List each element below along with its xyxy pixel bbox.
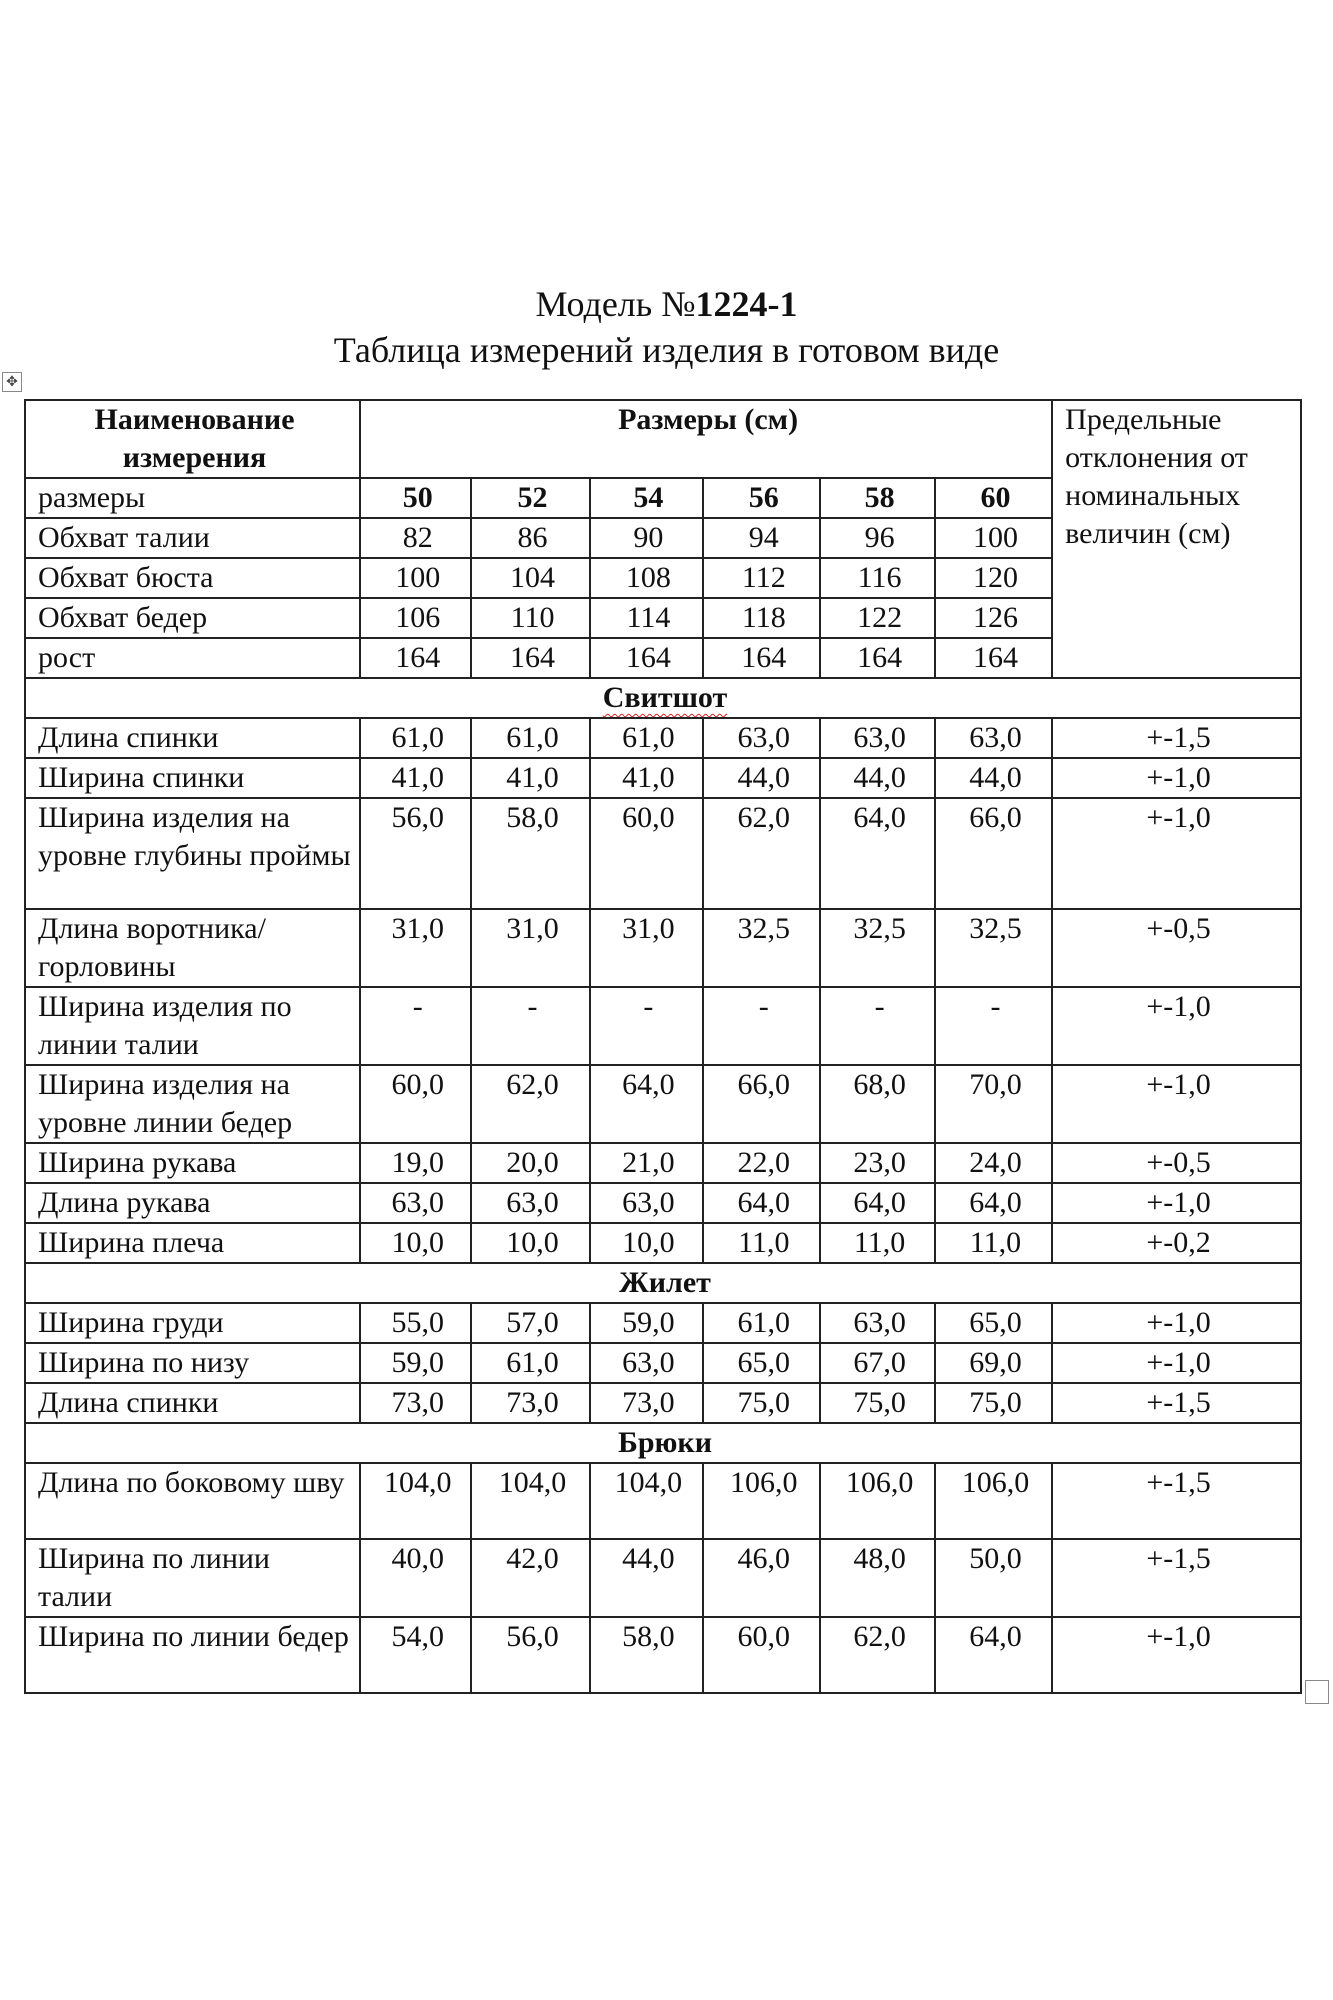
cell-value: 61,0: [360, 718, 471, 758]
cell-value: 120: [935, 558, 1052, 598]
row-label: Ширина изделия по линии талии: [25, 987, 360, 1065]
cell-value: 46,0: [703, 1539, 820, 1617]
cell-value: 41,0: [360, 758, 471, 798]
cell-value: 21,0: [590, 1143, 703, 1183]
cell-value: 57,0: [471, 1303, 589, 1343]
col-name-header: Наименование измерения: [25, 400, 360, 478]
cell-value: 61,0: [703, 1303, 820, 1343]
cell-value: 24,0: [935, 1143, 1052, 1183]
cell-value: 64,0: [590, 1065, 703, 1143]
section-title: [25, 1423, 1301, 1463]
cell-value: 70,0: [935, 1065, 1052, 1143]
cell-value: 75,0: [703, 1383, 820, 1423]
size-row-label: размеры: [25, 478, 360, 518]
section-title-text: Жилет: [619, 1266, 711, 1299]
cell-value: 90: [590, 518, 703, 558]
measure-row: [25, 1617, 1301, 1693]
row-label: Ширина изделия на уровне линии бедер: [25, 1065, 360, 1143]
model-title-prefix: Модель №: [535, 284, 696, 324]
cell-value: 64,0: [935, 1617, 1052, 1693]
deviation-header: Предельные отклонения от номинальных величин (см): [1052, 400, 1301, 678]
cell-value: 19,0: [360, 1143, 471, 1183]
deviation-value: +-1,5: [1052, 718, 1301, 758]
deviation-value: +-1,0: [1052, 1183, 1301, 1223]
section-row: [25, 678, 1301, 718]
cell-value: 64,0: [820, 1183, 934, 1223]
deviation-value: +-0,5: [1052, 909, 1301, 987]
cell-value: 44,0: [820, 758, 934, 798]
cell-value: 164: [471, 638, 589, 678]
cell-value: 63,0: [820, 718, 934, 758]
measure-row: [25, 758, 1301, 798]
deviation-value: +-1,5: [1052, 1383, 1301, 1423]
cell-value: 106,0: [820, 1463, 934, 1539]
cell-value: 54,0: [360, 1617, 471, 1693]
cell-value: 112: [703, 558, 820, 598]
cell-value: -: [935, 987, 1052, 1065]
cell-value: 44,0: [935, 758, 1052, 798]
section-title-text: Свитшот: [602, 681, 728, 714]
cell-value: 64,0: [820, 798, 934, 909]
deviation-value: +-1,0: [1052, 798, 1301, 909]
cell-value: 60,0: [703, 1617, 820, 1693]
cell-value: 104,0: [360, 1463, 471, 1539]
cell-value: 44,0: [590, 1539, 703, 1617]
cell-value: 60,0: [360, 1065, 471, 1143]
cell-value: 41,0: [471, 758, 589, 798]
measure-row: [25, 1383, 1301, 1423]
row-label: Ширина изделия на уровне глубины проймы: [25, 798, 360, 909]
cell-value: 96: [820, 518, 934, 558]
size-value: 60: [935, 478, 1052, 518]
table-subtitle: Таблица измерений изделия в готовом виде: [333, 330, 1000, 370]
cell-value: 75,0: [820, 1383, 934, 1423]
cell-value: -: [471, 987, 589, 1065]
deviation-value: +-0,5: [1052, 1143, 1301, 1183]
cell-value: -: [703, 987, 820, 1065]
row-label: Ширина по линии талии: [25, 1539, 360, 1617]
cell-value: 41,0: [590, 758, 703, 798]
deviation-value: +-1,0: [1052, 1065, 1301, 1143]
cell-value: 63,0: [703, 718, 820, 758]
model-number: 1224-1: [695, 284, 798, 324]
cell-value: 60,0: [590, 798, 703, 909]
cell-value: 100: [935, 518, 1052, 558]
deviation-value: +-1,5: [1052, 1539, 1301, 1617]
cell-value: 58,0: [590, 1617, 703, 1693]
cell-value: 56,0: [471, 1617, 589, 1693]
measure-row: [25, 1143, 1301, 1183]
cell-value: 104,0: [471, 1463, 589, 1539]
cell-value: 61,0: [471, 718, 589, 758]
row-label: Длина по боковому шву: [25, 1463, 360, 1539]
cell-value: 11,0: [935, 1223, 1052, 1263]
row-label: Ширина по линии бедер: [25, 1617, 360, 1693]
measure-row: [25, 1539, 1301, 1617]
measure-row: [25, 1463, 1301, 1539]
cell-value: 31,0: [590, 909, 703, 987]
cell-value: 63,0: [360, 1183, 471, 1223]
deviation-value: +-1,0: [1052, 987, 1301, 1065]
cell-value: 66,0: [703, 1065, 820, 1143]
row-label: Ширина плеча: [25, 1223, 360, 1263]
cell-value: 106: [360, 598, 471, 638]
sizes-header: Размеры (см): [360, 400, 1052, 478]
cell-value: 63,0: [820, 1303, 934, 1343]
cell-value: 32,5: [935, 909, 1052, 987]
cell-value: 10,0: [360, 1223, 471, 1263]
section-row: [25, 1263, 1301, 1303]
measure-row: [25, 718, 1301, 758]
cell-value: 73,0: [590, 1383, 703, 1423]
size-value: 50: [360, 478, 471, 518]
cell-value: 10,0: [590, 1223, 703, 1263]
measure-row: [25, 987, 1301, 1065]
cell-value: 73,0: [471, 1383, 589, 1423]
measure-row: [25, 1223, 1301, 1263]
measure-row: [25, 1303, 1301, 1343]
cell-value: 63,0: [471, 1183, 589, 1223]
measure-row: [25, 1343, 1301, 1383]
cell-value: 106,0: [703, 1463, 820, 1539]
cell-value: 114: [590, 598, 703, 638]
section-title-text: Брюки: [617, 1426, 712, 1459]
model-title: [0, 282, 1333, 326]
row-label: Длина воротника/горловины: [25, 909, 360, 987]
cell-value: 50,0: [935, 1539, 1052, 1617]
table-resize-handle[interactable]: [1305, 1680, 1329, 1704]
cell-value: 104: [471, 558, 589, 598]
cell-value: 61,0: [590, 718, 703, 758]
row-label: Ширина по низу: [25, 1343, 360, 1383]
cell-value: 67,0: [820, 1343, 934, 1383]
deviation-value: +-1,0: [1052, 1343, 1301, 1383]
size-value: 56: [703, 478, 820, 518]
cell-value: -: [820, 987, 934, 1065]
section-title: [25, 1263, 1301, 1303]
row-label: Длина спинки: [25, 1383, 360, 1423]
cell-value: 32,5: [820, 909, 934, 987]
measure-row: [25, 1065, 1301, 1143]
cell-value: 65,0: [703, 1343, 820, 1383]
deviation-value: +-1,0: [1052, 1303, 1301, 1343]
row-label: рост: [25, 638, 360, 678]
cell-value: 62,0: [820, 1617, 934, 1693]
cell-value: 11,0: [703, 1223, 820, 1263]
cell-value: 63,0: [590, 1343, 703, 1383]
cell-value: 73,0: [360, 1383, 471, 1423]
deviation-value: +-1,0: [1052, 758, 1301, 798]
cell-value: 11,0: [820, 1223, 934, 1263]
size-value: 58: [820, 478, 934, 518]
cell-value: 23,0: [820, 1143, 934, 1183]
cell-value: 69,0: [935, 1343, 1052, 1383]
cell-value: 59,0: [360, 1343, 471, 1383]
cell-value: -: [360, 987, 471, 1065]
cell-value: 62,0: [471, 1065, 589, 1143]
cell-value: 100: [360, 558, 471, 598]
measurements-table: [24, 399, 1302, 1694]
cell-value: 31,0: [471, 909, 589, 987]
cell-value: 64,0: [703, 1183, 820, 1223]
cell-value: 164: [703, 638, 820, 678]
cell-value: 126: [935, 598, 1052, 638]
cell-value: 94: [703, 518, 820, 558]
cell-value: 108: [590, 558, 703, 598]
cell-value: 55,0: [360, 1303, 471, 1343]
cell-value: 10,0: [471, 1223, 589, 1263]
measure-row: [25, 909, 1301, 987]
cell-value: 65,0: [935, 1303, 1052, 1343]
cell-value: 42,0: [471, 1539, 589, 1617]
cell-value: 118: [703, 598, 820, 638]
deviation-value: +-1,0: [1052, 1617, 1301, 1693]
cell-value: 82: [360, 518, 471, 558]
section-row: [25, 1423, 1301, 1463]
measure-row: [25, 798, 1301, 909]
cell-value: 58,0: [471, 798, 589, 909]
cell-value: 62,0: [703, 798, 820, 909]
cell-value: 64,0: [935, 1183, 1052, 1223]
cell-value: 48,0: [820, 1539, 934, 1617]
size-value: 52: [471, 478, 589, 518]
cell-value: 164: [360, 638, 471, 678]
row-label: Ширина спинки: [25, 758, 360, 798]
cell-value: 122: [820, 598, 934, 638]
cell-value: 22,0: [703, 1143, 820, 1183]
table-move-handle-icon[interactable]: ✥: [2, 372, 22, 392]
row-label: Ширина груди: [25, 1303, 360, 1343]
section-title: [25, 678, 1301, 718]
cell-value: 66,0: [935, 798, 1052, 909]
row-label: Длина спинки: [25, 718, 360, 758]
cell-value: 63,0: [590, 1183, 703, 1223]
cell-value: 110: [471, 598, 589, 638]
cell-value: 116: [820, 558, 934, 598]
cell-value: -: [590, 987, 703, 1065]
cell-value: 75,0: [935, 1383, 1052, 1423]
cell-value: 32,5: [703, 909, 820, 987]
cell-value: 40,0: [360, 1539, 471, 1617]
cell-value: 104,0: [590, 1463, 703, 1539]
row-label: Длина рукава: [25, 1183, 360, 1223]
cell-value: 56,0: [360, 798, 471, 909]
cell-value: 68,0: [820, 1065, 934, 1143]
cell-value: 31,0: [360, 909, 471, 987]
deviation-value: +-1,5: [1052, 1463, 1301, 1539]
row-label: Обхват талии: [25, 518, 360, 558]
header-row: [25, 400, 1301, 478]
cell-value: 61,0: [471, 1343, 589, 1383]
cell-value: 164: [935, 638, 1052, 678]
row-label: Ширина рукава: [25, 1143, 360, 1183]
row-label: Обхват бедер: [25, 598, 360, 638]
cell-value: 63,0: [935, 718, 1052, 758]
cell-value: 20,0: [471, 1143, 589, 1183]
cell-value: 106,0: [935, 1463, 1052, 1539]
cell-value: 164: [590, 638, 703, 678]
size-value: 54: [590, 478, 703, 518]
cell-value: 44,0: [703, 758, 820, 798]
cell-value: 86: [471, 518, 589, 558]
measure-row: [25, 1183, 1301, 1223]
cell-value: 59,0: [590, 1303, 703, 1343]
deviation-value: +-0,2: [1052, 1223, 1301, 1263]
cell-value: 164: [820, 638, 934, 678]
row-label: Обхват бюста: [25, 558, 360, 598]
